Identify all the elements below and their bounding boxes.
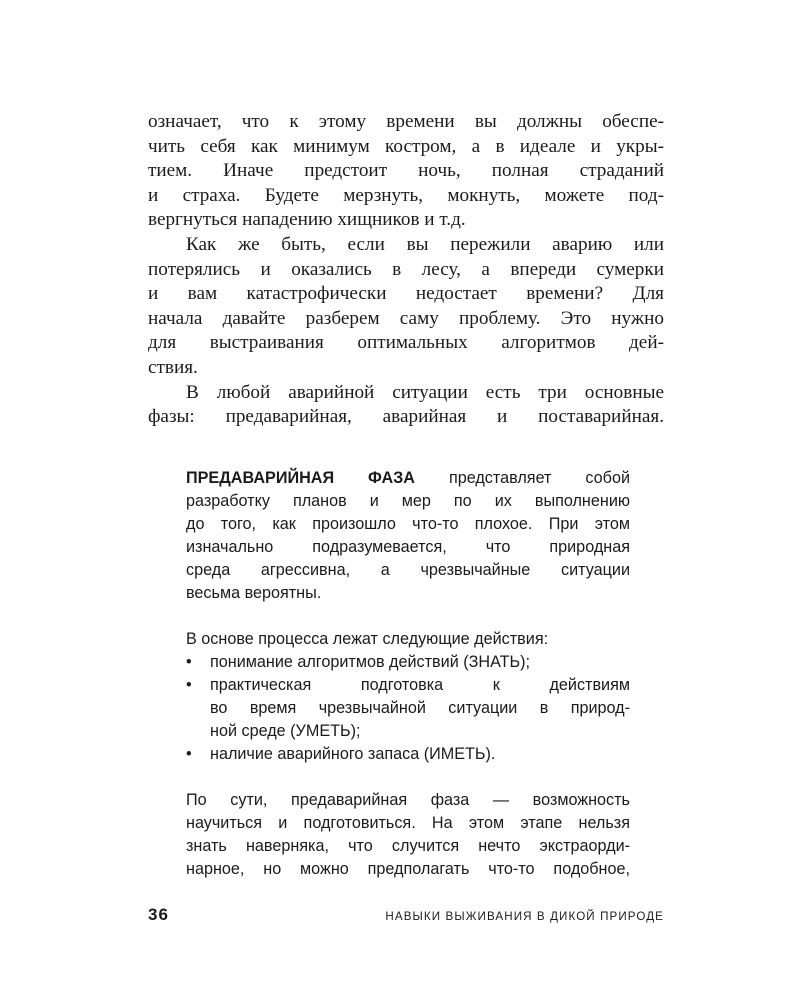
text-line: фазы: предаварийная, аварийная и поставарийная. bbox=[148, 406, 664, 428]
text-line: разработку планов и мер по их выполнению bbox=[186, 492, 630, 510]
text-line: ной среде (УМЕТЬ); bbox=[210, 722, 361, 740]
list-intro: В основе процесса лежат следующие действия: bbox=[186, 630, 549, 648]
text-line: изначально подразумевается, что природная bbox=[186, 538, 630, 556]
text-line bbox=[186, 467, 630, 490]
text-line: практическая подготовка к действиям bbox=[210, 676, 630, 694]
text-line: тием. Иначе предстоит ночь, полная страданий bbox=[148, 160, 664, 182]
text-line: среда агрессивна, а чрезвычайные ситуации bbox=[186, 561, 630, 579]
sidebar-closing bbox=[186, 789, 630, 881]
text-line: ствия. bbox=[148, 356, 198, 378]
text-line: и страха. Будете мерзнуть, мокнуть, можете под- bbox=[148, 184, 664, 206]
text-line: нарное, но можно предполагать что-то подобное, bbox=[186, 860, 630, 878]
text-line: для выстраивания оптимальных алгоритмов дей- bbox=[148, 332, 664, 354]
text-fragment: представляет собой bbox=[415, 469, 630, 487]
list-item bbox=[186, 743, 630, 766]
page-number: 36 bbox=[148, 905, 169, 924]
text-line: По сути, предаварийная фаза — возможность bbox=[186, 791, 630, 809]
text-line: понимание алгоритмов действий (ЗНАТЬ); bbox=[210, 653, 531, 671]
paragraph-1 bbox=[148, 110, 664, 233]
bullet-icon: • bbox=[186, 653, 192, 671]
text-line: начала давайте разберем саму проблему. Это нужно bbox=[148, 307, 664, 329]
paragraph-2 bbox=[148, 233, 664, 381]
text-line: во время чрезвычайной ситуации в природ- bbox=[210, 699, 630, 717]
text-line: весьма вероятны. bbox=[186, 584, 322, 602]
text-line: Как же быть, если вы пережили аварию или bbox=[186, 233, 664, 255]
list-item bbox=[186, 651, 630, 674]
text-line: чить себя как минимум костром, а в идеале и укры- bbox=[148, 135, 664, 157]
text-line: В любой аварийной ситуации есть три основные bbox=[186, 381, 664, 403]
spacer bbox=[186, 766, 630, 789]
text-line: до того, как произошло что-то плохое. При этом bbox=[186, 515, 630, 533]
spacer bbox=[186, 605, 630, 628]
sidebar-intro bbox=[186, 467, 630, 605]
paragraph-3 bbox=[148, 381, 664, 430]
text-line: наличие аварийного запаса (ИМЕТЬ). bbox=[210, 745, 496, 763]
running-title: НАВЫКИ ВЫЖИВАНИЯ В ДИКОЙ ПРИРОДЕ bbox=[385, 910, 664, 923]
term-heading: ПРЕДАВАРИЙНАЯ ФАЗА bbox=[186, 469, 415, 487]
text-line: вергнуться нападению хищников и т.д. bbox=[148, 209, 466, 231]
body-text bbox=[148, 110, 664, 430]
text-line: научиться и подготовиться. На этом этапе нельзя bbox=[186, 814, 630, 832]
actions-list bbox=[186, 651, 630, 766]
text-line: означает, что к этому времени вы должны обеспе- bbox=[148, 111, 664, 132]
sidebar-block bbox=[186, 467, 630, 881]
text-line: знать наверняка, что случится нечто экстраорди- bbox=[186, 837, 630, 855]
text-line: и вам катастрофически недостает времени? Для bbox=[148, 283, 664, 305]
bullet-icon: • bbox=[186, 676, 192, 694]
list-item bbox=[186, 674, 630, 743]
bullet-icon: • bbox=[186, 745, 192, 763]
text-line: потерялись и оказались в лесу, а впереди сумерки bbox=[148, 258, 664, 280]
